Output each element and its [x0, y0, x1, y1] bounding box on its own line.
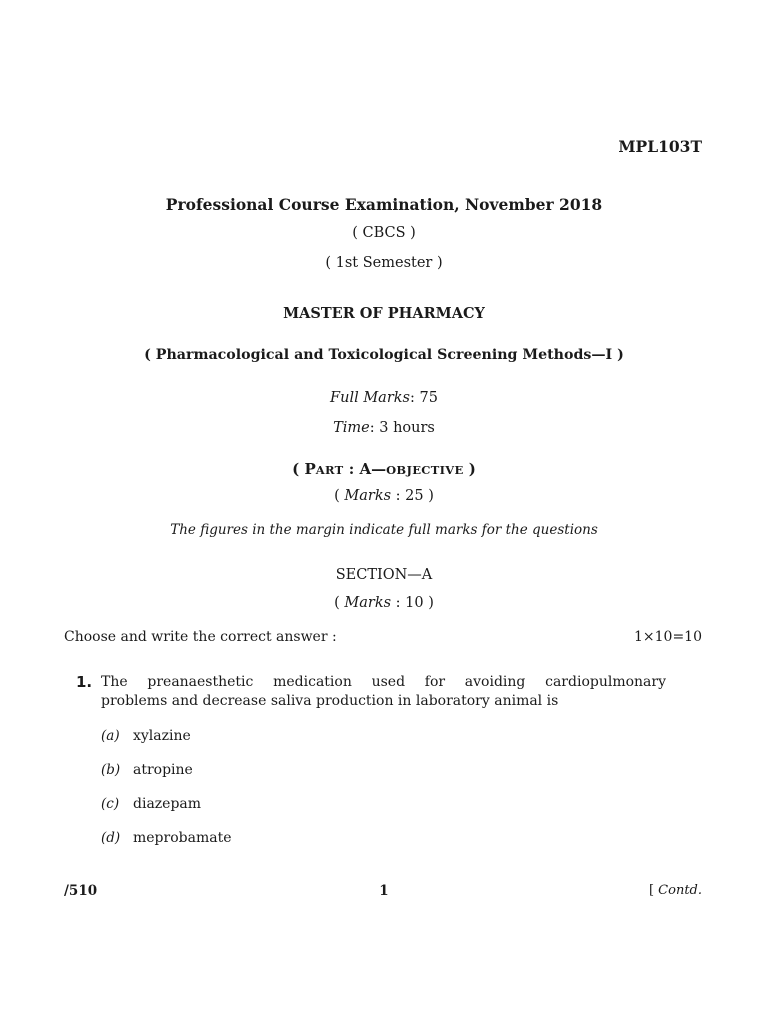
- time: [0, 420, 768, 436]
- full-marks-label: Full Marks: [330, 390, 410, 406]
- scheme: ( CBCS ): [352, 225, 416, 241]
- question-number: 1.: [76, 673, 93, 691]
- page-number: 1: [379, 883, 389, 899]
- question-text: [101, 673, 666, 711]
- part-marks: ( Marks : 25 ): [334, 488, 434, 504]
- option-label-c: (c): [101, 796, 120, 812]
- margin-note: The figures in the margin indicate full marks for the questions: [170, 522, 598, 538]
- instruction: Choose and write the correct answer :: [64, 629, 337, 645]
- exam-title: Professional Course Examination, November 2018: [165, 195, 603, 214]
- paper-code: MPL103T: [618, 137, 702, 156]
- option-label-a: (a): [101, 728, 120, 744]
- full-marks: [0, 390, 768, 406]
- option-label-d: (d): [101, 830, 121, 846]
- time-label: Time: [333, 420, 370, 436]
- option-text-d: meprobamate: [133, 830, 232, 846]
- option-text-c: diazepam: [133, 796, 202, 812]
- semester: ( 1st Semester ): [325, 255, 443, 271]
- footer-contd: [ Contd.: [648, 883, 702, 898]
- footer-code: /510: [64, 883, 98, 899]
- part-heading: ( PART : A—OBJECTIVE ): [292, 460, 476, 478]
- time-value: : 3 hours: [369, 420, 435, 436]
- subject-title: ( Pharmacological and Toxicological Screening Methods—I ): [144, 347, 624, 363]
- degree-title: MASTER OF PHARMACY: [283, 305, 485, 322]
- option-text-a: xylazine: [133, 728, 191, 744]
- option-text-b: atropine: [133, 762, 193, 778]
- section-marks: ( Marks : 10 ): [334, 595, 434, 611]
- question-line-1: The preanaesthetic medication used for avoiding cardiopulmonary: [101, 674, 666, 690]
- full-marks-value: : 75: [409, 390, 438, 406]
- option-label-b: (b): [101, 762, 121, 778]
- section-title: SECTION—A: [335, 567, 433, 583]
- question-line-2: problems and decrease saliva production in laboratory animal is: [101, 693, 559, 709]
- instruction-marks: 1×10=10: [634, 629, 702, 645]
